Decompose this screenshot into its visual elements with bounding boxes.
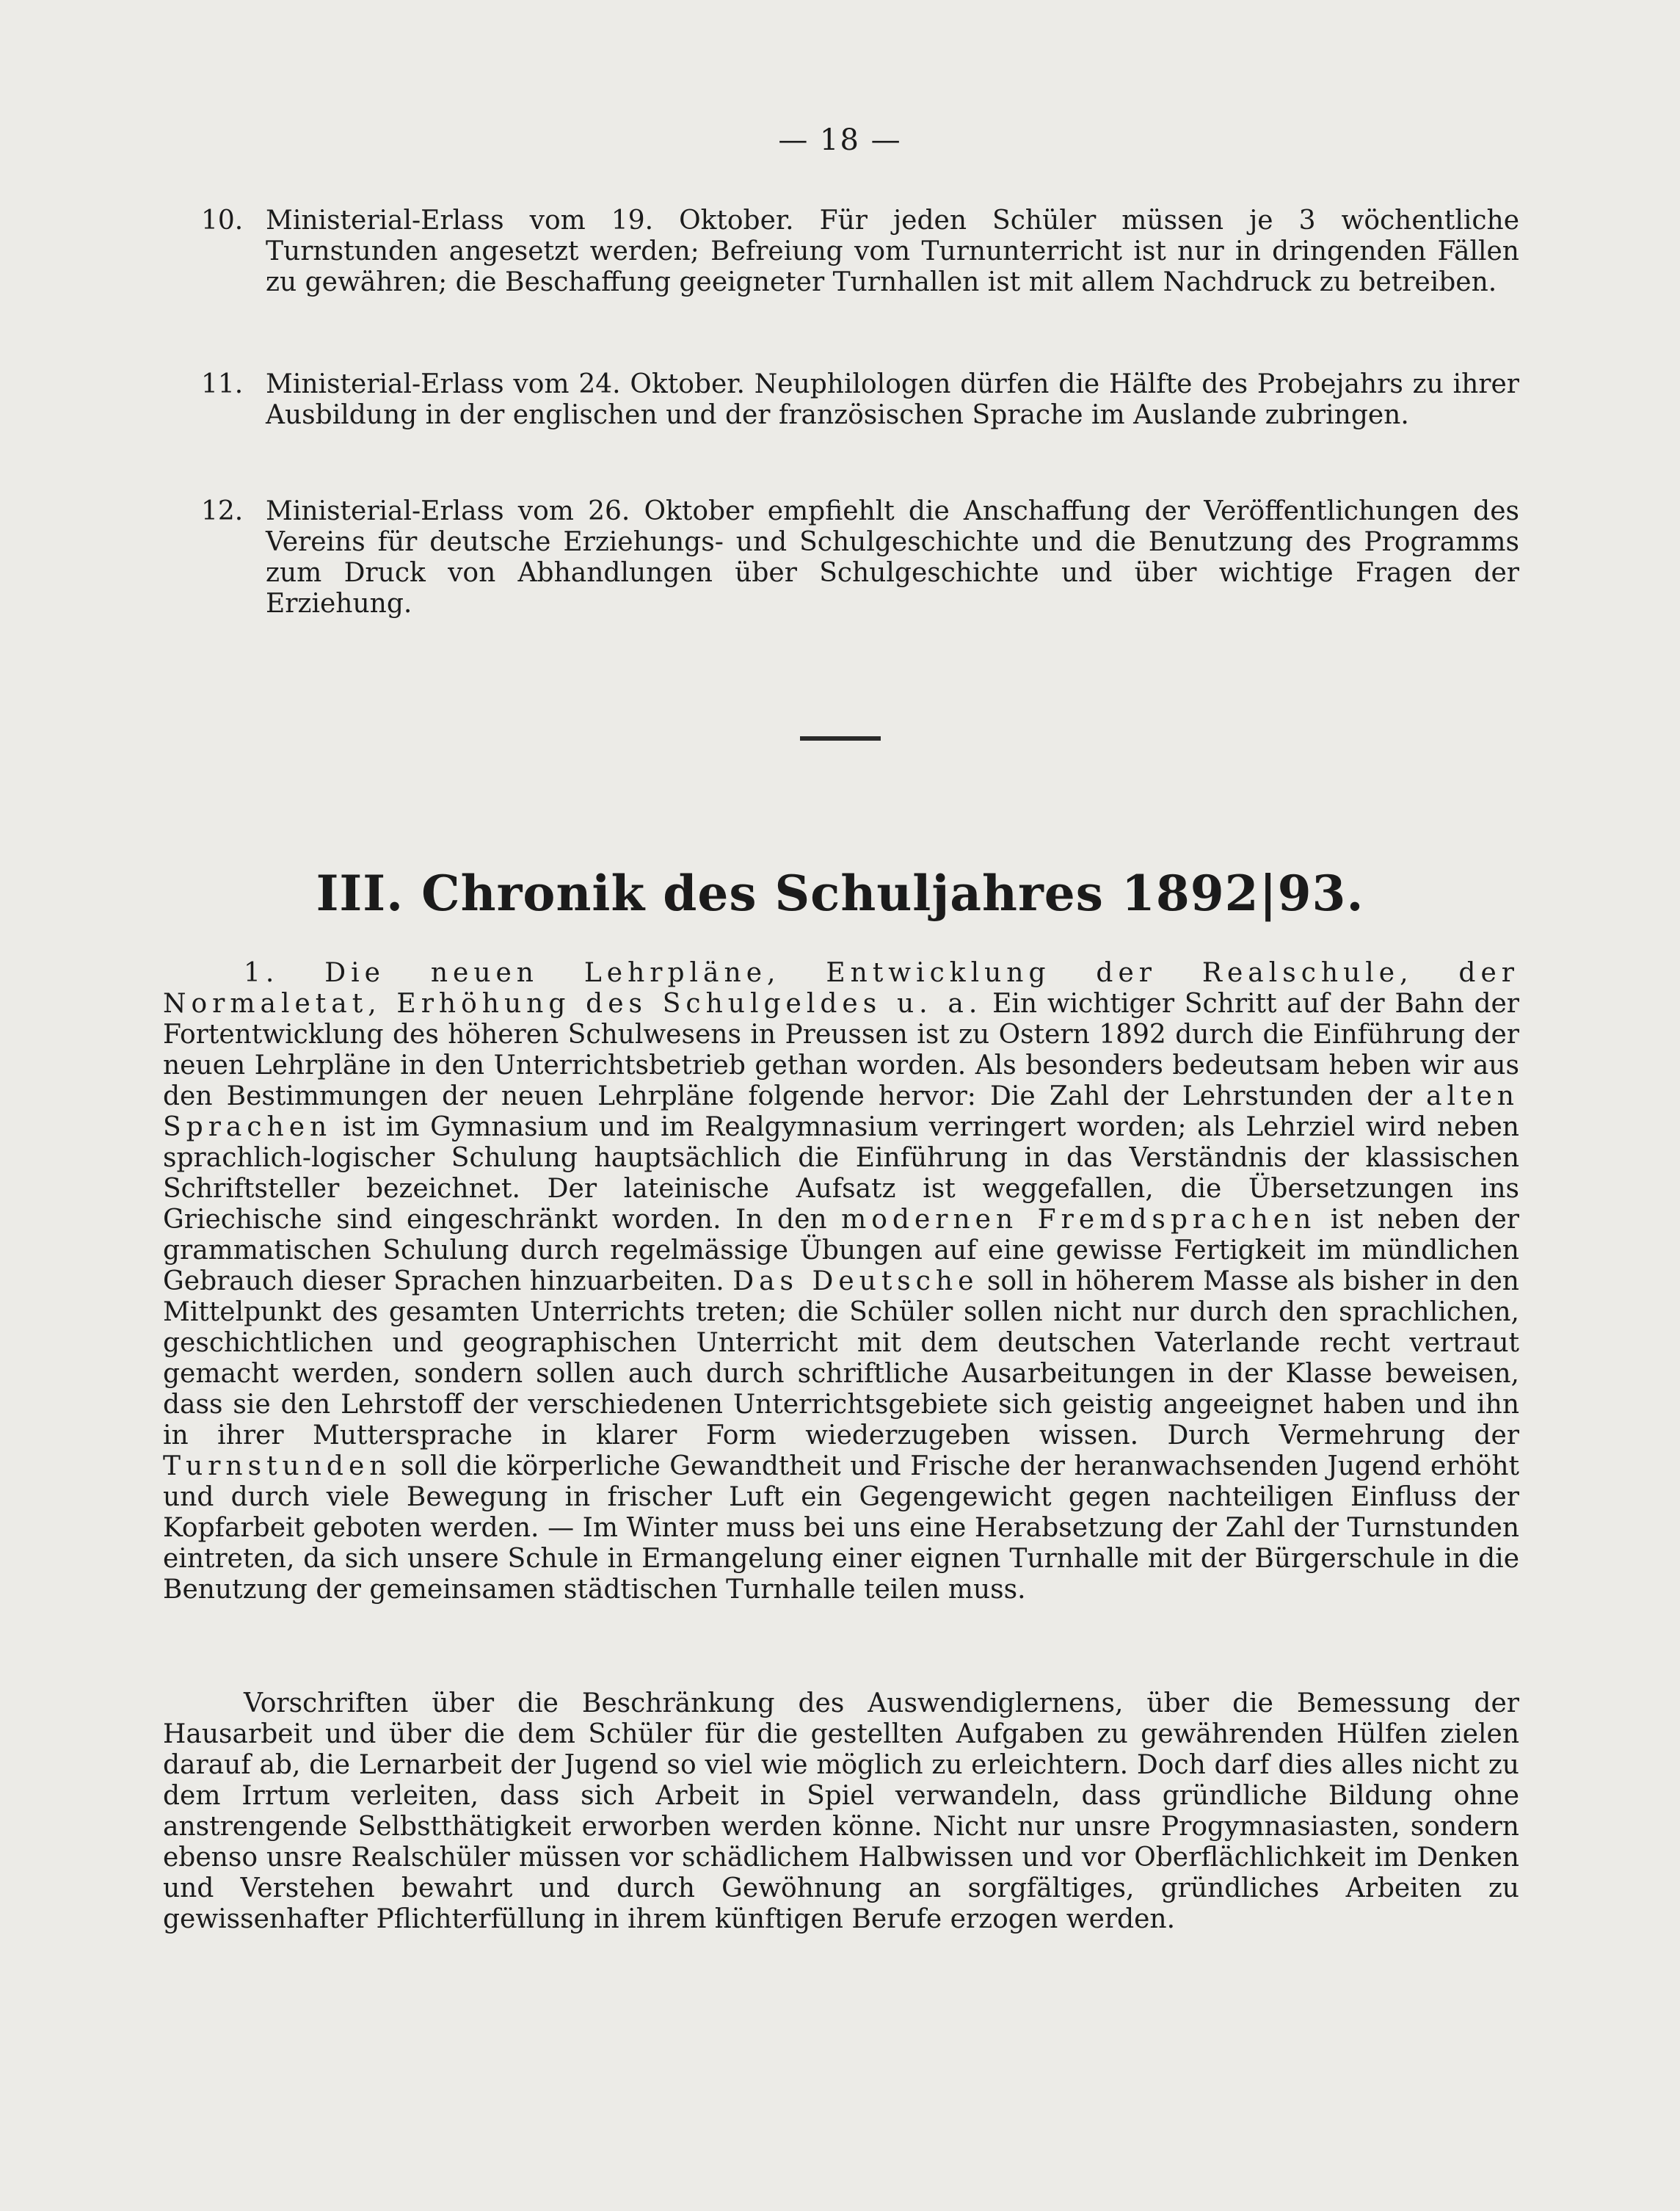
item-number: 11. xyxy=(201,369,244,399)
paragraph-text: Ein wichtiger Schritt auf der Bahn der Fortentwicklung des höheren Schulwesens in Preussen ist zu Ostern 1892 durch die Einführung der neuen Lehrpläne in den Unterrichtsbetrieb gethan worden. Als besonders bedeutsam heben wir aus den Bestimmungen der neuen Lehrpläne folgende hervor: Die Zahl der Lehrstunden der xyxy=(163,989,1520,1111)
paragraph-curriculum xyxy=(163,958,1519,1605)
paragraph-text: ist im Gymnasium und im Realgymnasium verringert worden; als Lehrziel wird neben sprachlich-logischer Schulung hauptsächlich die Einführung in das Verständnis der klassischen Schriftsteller bezeichnet. Der lateinische Aufsatz ist weggefallen, die Übersetzungen ins Griechische sind eingeschränkt worden. In den xyxy=(163,1112,1519,1235)
paragraph-text: soll in höherem Masse als bisher in den Mittelpunkt des gesamten Unterrichts treten; die Schüler sollen nicht nur durch den sprachlichen, geschichtlichen und geographischen Unterricht mit dem deutschen Vaterlande recht vertraut gemacht werden, sondern sollen auch durch schriftliche Ausarbeitungen in der Klasse beweisen, dass sie den Lehrstoff der verschiedenen Unterrichtsgebiete sich geistig angeeignet haben und ihn in ihrer Muttersprache in klarer Form wiederzugeben wissen. Durch Vermehrung der xyxy=(163,1266,1519,1451)
section-divider xyxy=(800,736,881,741)
emphasis-modern-languages: modernen Fremdsprachen xyxy=(841,1205,1317,1235)
emphasis-german: Das Deutsche xyxy=(732,1266,979,1296)
item-text: Ministerial-Erlass vom 24. Oktober. Neuphilologen dürfen die Hälfte des Probejahrs zu ihrer Ausbildung in der englischen und der französischen Sprache im Auslande zubringen. xyxy=(266,369,1519,430)
emphasis-ancient-languages: alten Sprachen xyxy=(163,1081,1519,1142)
paragraph-text: ist neben der grammatischen Schulung durch regelmässige Übungen auf eine gewisse Fertigkeit im mündlichen Gebrauch dieser Sprachen hinzuarbeiten. xyxy=(163,1205,1519,1296)
decree-item-10 xyxy=(201,206,1519,298)
paragraph-homework: Vorschriften über die Beschränkung des Auswendiglernens, über die Bemessung der Hausarbeit und über die dem Schüler für die gestellten Aufgaben zu gewährenden Hülfen zielen darauf ab, die Lernarbeit der Jugend so viel wie möglich zu erleichtern. Doch darf dies alles nicht zu dem Irrtum verleiten, dass sich Arbeit in Spiel verwandeln, dass gründliche Bildung ohne anstrengende Selbstthätigkeit erworben werden könne. Nicht nur unsre Progymnasiasten, sondern ebenso unsre Realschüler müssen vor schädlichem Halbwissen und vor Oberflächlichkeit im Denken und Verstehen bewahrt und durch Gewöhnung an sorgfältiges, gründliches Arbeiten zu gewissenhafter Pflichterfüllung in ihrem künftigen Berufe erzogen werden. xyxy=(163,1688,1519,1934)
decree-item-11 xyxy=(201,369,1519,431)
paragraph-text: soll die körperliche Gewandtheit und Frische der heranwachsenden Jugend erhöht und durch viele Bewegung in frischer Luft ein Gegengewicht gegen nachteiligen Einfluss der Kopfarbeit geboten werden. — Im Winter muss bei uns eine Herabsetzung der Zahl der Turnstunden eintreten, da sich unsere Schule in Ermangelung einer eignen Turnhalle mit der Bürgerschule in die Benutzung der gemeinsamen städtischen Turnhalle teilen muss. xyxy=(163,1451,1519,1605)
item-text: Ministerial-Erlass vom 19. Oktober. Für jeden Schüler müssen je 3 wöchentliche Turnstunden angesetzt werden; Befreiung vom Turnunterricht ist nur in dringenden Fällen zu gewähren; die Beschaffung geeigneter Turnhallen ist mit allem Nachdruck zu betreiben. xyxy=(266,206,1519,297)
paragraph-lead: 1. Die neuen Lehrpläne, Entwicklung der Realschule, der Normaletat, Erhöhung des Schulgeldes u. a. xyxy=(163,958,1519,1019)
item-text: Ministerial-Erlass vom 26. Oktober empfiehlt die Anschaffung der Veröffentlichungen des Vereins für deutsche Erziehungs- und Schulgeschichte und die Benutzung des Programms zum Druck von Abhandlungen über Schulgeschichte und über wichtige Fragen der Erziehung. xyxy=(266,496,1519,619)
page-number: — 18 — xyxy=(778,123,902,157)
section-title: III. Chronik des Schuljahres 1892|93. xyxy=(316,865,1364,922)
decree-item-12 xyxy=(201,496,1519,620)
item-number: 12. xyxy=(201,496,244,526)
item-number: 10. xyxy=(201,206,244,236)
emphasis-gymnastics: Turnstunden xyxy=(163,1451,392,1481)
